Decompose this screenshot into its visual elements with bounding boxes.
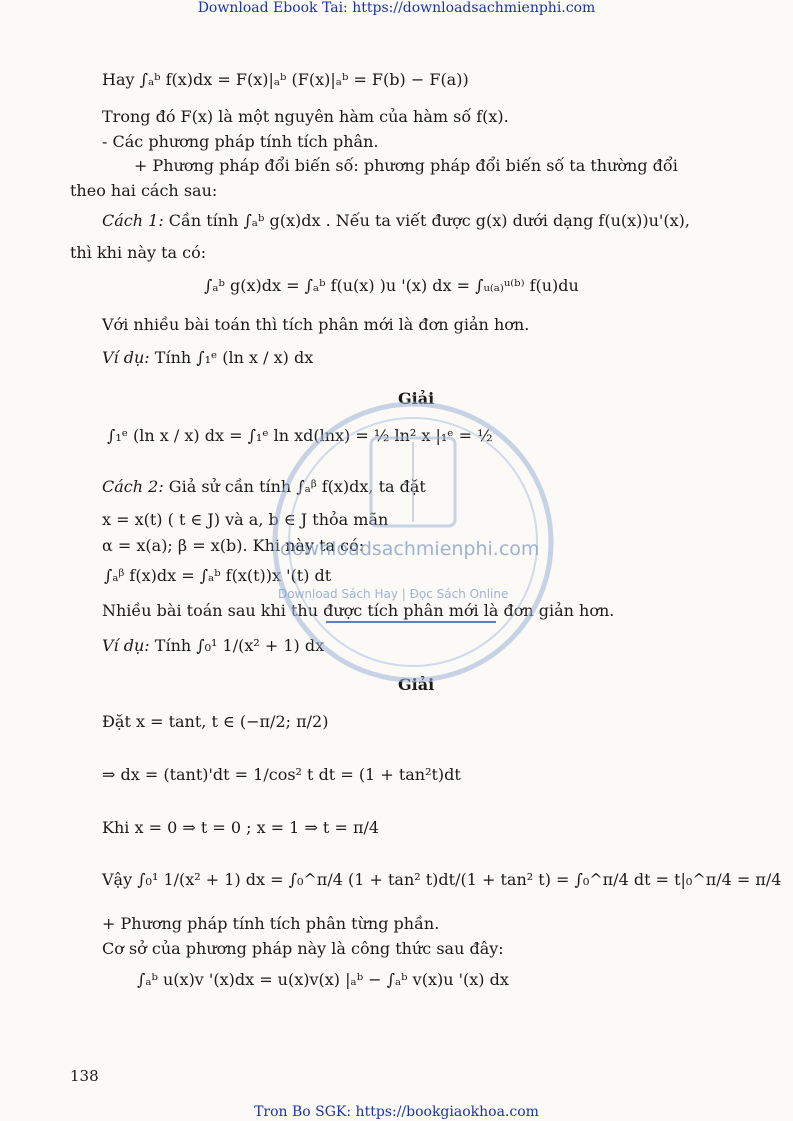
header-link[interactable]: Download Ebook Tai: https://downloadsachmienphi.com	[197, 0, 596, 16]
solution-heading: Giải	[398, 389, 435, 408]
formula: ∫ₐᵇ u(x)v '(x)dx = u(x)v(x) |ₐᵇ − ∫ₐᵇ v(x)u '(x) dx	[137, 970, 509, 989]
text-line: Trong đó F(x) là một nguyên hàm của hàm số f(x).	[102, 107, 509, 126]
text-line: Hay ∫ₐᵇ f(x)dx = F(x)|ₐᵇ (F(x)|ₐᵇ = F(b) − F(a))	[102, 70, 469, 89]
text-line: Cơ sở của phương pháp này là công thức sau đây:	[102, 939, 504, 958]
text-span: Cần tính ∫ₐᵇ g(x)dx . Nếu ta viết được g(x) dưới dạng f(u(x))u'(x),	[163, 211, 690, 230]
solution-heading: Giải	[398, 675, 435, 694]
formula: ⇒ dx = (tant)'dt = 1/cos² t dt = (1 + tan²t)dt	[102, 765, 461, 784]
text-span: Tính ∫₀¹ 1/(x² + 1) dx	[149, 636, 325, 655]
text-span: Tính ∫₁ᵉ (ln x / x) dx	[149, 348, 314, 367]
formula: ∫₁ᵉ (ln x / x) dx = ∫₁ᵉ ln xd(lnx) = ½ ln² x |₁ᵉ = ½	[107, 426, 493, 445]
watermark-site: downloadsachmienphi.com	[280, 538, 540, 560]
text-line	[102, 477, 426, 497]
example-label: Ví dụ:	[102, 636, 150, 655]
text-span: Giả sử cần tính ∫ₐᵝ f(x)dx, ta đặt	[163, 477, 426, 496]
text-line	[102, 211, 690, 231]
text-line: x = x(t) ( t ∈ J) và a, b ∈ J thỏa mãn	[102, 510, 389, 529]
text-line: + Phương pháp đổi biến số: phương pháp đổi biến số ta thường đổi	[134, 156, 678, 175]
formula: ∫ₐᵝ f(x)dx = ∫ₐᵇ f(x(t))x '(t) dt	[104, 566, 332, 585]
text-line: Với nhiều bài toán thì tích phân mới là đơn giản hơn.	[102, 315, 530, 334]
text-line: + Phương pháp tính tích phân từng phần.	[102, 914, 440, 933]
formula: Khi x = 0 ⇒ t = 0 ; x = 1 ⇒ t = π/4	[102, 818, 380, 837]
text-line: - Các phương pháp tính tích phân.	[102, 132, 379, 151]
formula: Vậy ∫₀¹ 1/(x² + 1) dx = ∫₀^π/4 (1 + tan² t)dt/(1 + tan² t) = ∫₀^π/4 dt = t|₀^π/4 = π/4	[102, 870, 782, 889]
page-number: 138	[70, 1067, 99, 1085]
method-label: Cách 2:	[102, 477, 164, 496]
formula: Đặt x = tant, t ∈ (−π/2; π/2)	[102, 712, 329, 731]
text-line: Nhiều bài toán sau khi thu được tích phân mới là đơn giản hơn.	[102, 601, 615, 620]
text-line	[102, 348, 313, 368]
text-line: theo hai cách sau:	[70, 181, 218, 200]
method-label: Cách 1:	[102, 211, 164, 230]
footer-link[interactable]: Tron Bo SGK: https://bookgiaokhoa.com	[254, 1104, 539, 1120]
text-line: α = x(a); β = x(b). Khi này ta có:	[102, 536, 365, 555]
example-label: Ví dụ:	[102, 348, 150, 367]
text-line: thì khi này ta có:	[70, 243, 207, 262]
formula: ∫ₐᵇ g(x)dx = ∫ₐᵇ f(u(x) )u '(x) dx = ∫ᵤ₍ₐ₎ᵘ⁽ᵇ⁾ f(u)du	[204, 276, 579, 295]
watermark-tagline: Download Sách Hay | Đọc Sách Online	[278, 587, 509, 601]
text-line	[102, 636, 324, 656]
